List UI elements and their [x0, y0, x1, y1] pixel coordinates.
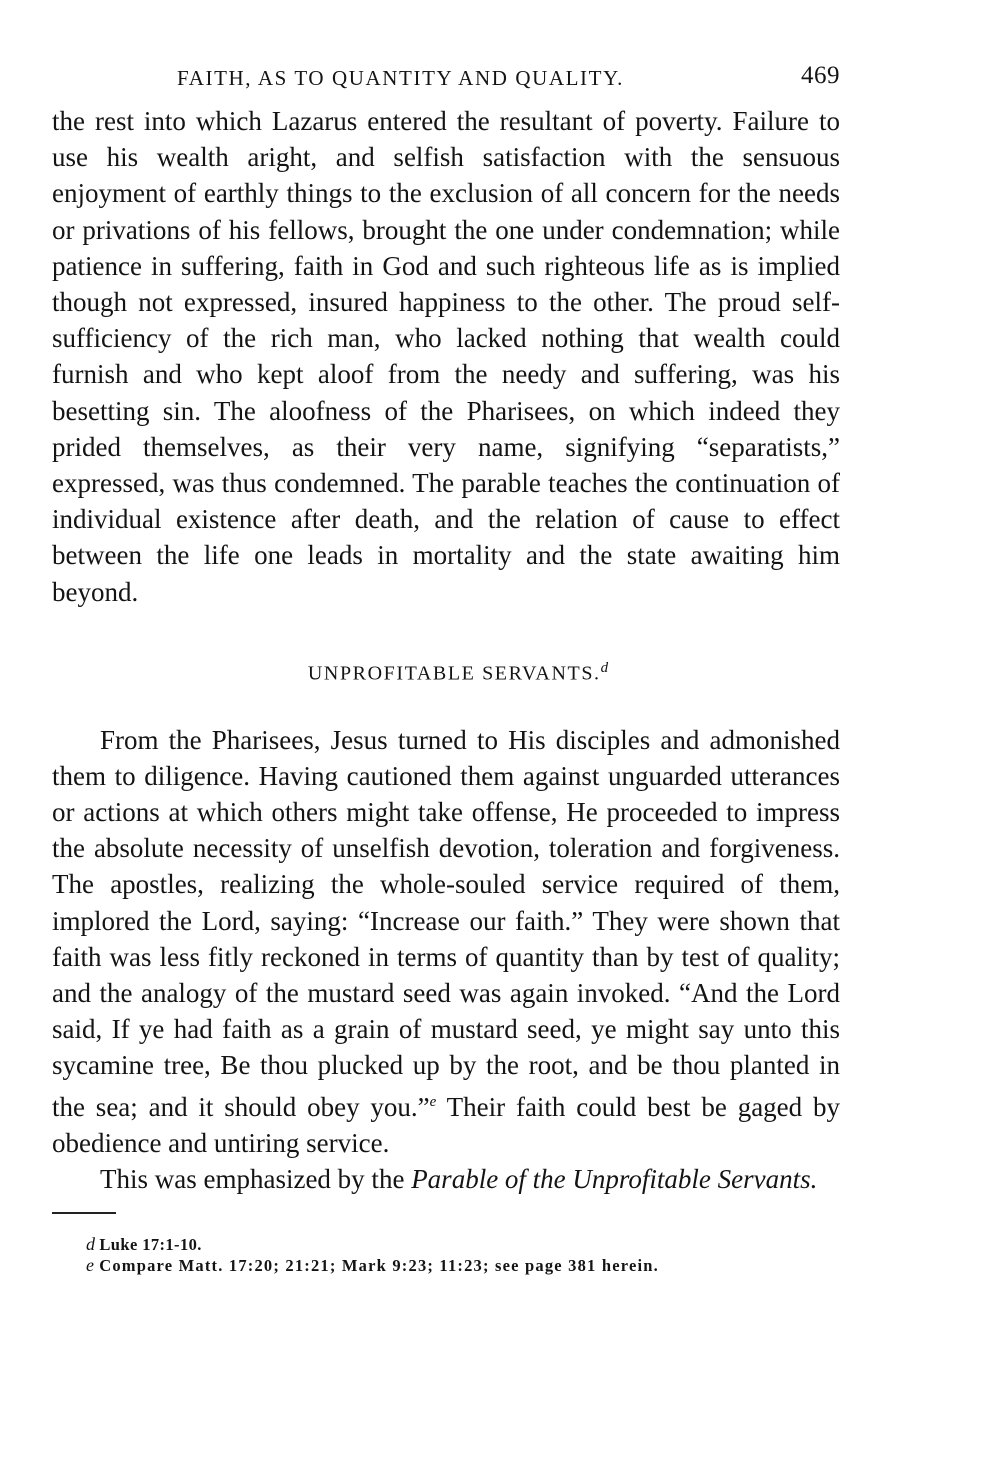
- section-heading-text: UNPROFITABLE SERVANTS.: [307, 662, 601, 685]
- paragraph-2-text: From the Pharisees, Jesus turned to His disciples and admonished them to diligence. Having cautioned them against unguarded utterances or actions at which others might take offense, He proceeded to impress the absolute necessity of unselfish devotion, toleration and forgiveness. The apostles, realizing the whole-souled service required of them, implored the Lord, saying: “Increase our faith.” They were shown that faith was less fitly reckoned in terms of quantity than by test of quality; and the analogy of the mustard seed was again invoked. “And the Lord said, If ye had faith as a grain of mustard seed, ye might say unto this sycamine tree, Be thou plucked up by the root, and be thou planted in the sea; and it should obey you.”: [52, 724, 840, 1122]
- body-paragraph-3: [52, 1161, 840, 1197]
- footnote-e: [86, 1255, 840, 1276]
- footnote-text: Luke 17:1-10.: [99, 1235, 202, 1255]
- footnote-rule: [52, 1212, 116, 1214]
- footnote-mark: d: [86, 1234, 96, 1255]
- body-paragraph-2: [52, 722, 840, 1161]
- section-heading: [52, 660, 840, 686]
- running-title: FAITH, AS TO QUANTITY AND QUALITY.: [177, 66, 624, 90]
- parable-title: Parable of the Unprofitable Servants.: [411, 1163, 818, 1194]
- running-head: [52, 62, 840, 102]
- footnote-mark: e: [86, 1255, 96, 1276]
- footnotes: [52, 1234, 840, 1276]
- footnote-text: Compare Matt. 17:20; 21:21; Mark 9:23; 11:23; see page 381 herein.: [99, 1256, 659, 1276]
- paragraph-2-footnote-ref: e: [429, 1093, 437, 1110]
- footnote-d: [86, 1234, 840, 1255]
- paragraph-2-tail: Their faith could best be gaged by obedience and untiring service.: [52, 1091, 840, 1158]
- section-heading-footnote-ref: d: [600, 659, 609, 676]
- paragraph-3-lead: This was emphasized by the: [100, 1163, 412, 1194]
- book-page: [52, 62, 840, 1276]
- page-number: 469: [801, 62, 840, 89]
- body-paragraph-1: the rest into which Lazarus entered the resultant of poverty. Failure to use his wealth aright, and selfish satisfaction with the sensuous enjoyment of earthly things to the exclusion of all concern for the needs or privations of his fellows, brought the one under condemnation; while patience in suffering, faith in God and such righteous life as is implied though not expressed, insured happiness to the other. The proud self-sufficiency of the rich man, who lacked nothing that wealth could furnish and who kept aloof from the needy and suffering, was his besetting sin. The aloofness of the Pharisees, on which indeed they prided themselves, as their very name, signifying “separatists,” expressed, was thus condemned. The parable teaches the continuation of individual existence after death, and the relation of cause to effect between the life one leads in mortality and the state awaiting him beyond.: [52, 106, 840, 607]
